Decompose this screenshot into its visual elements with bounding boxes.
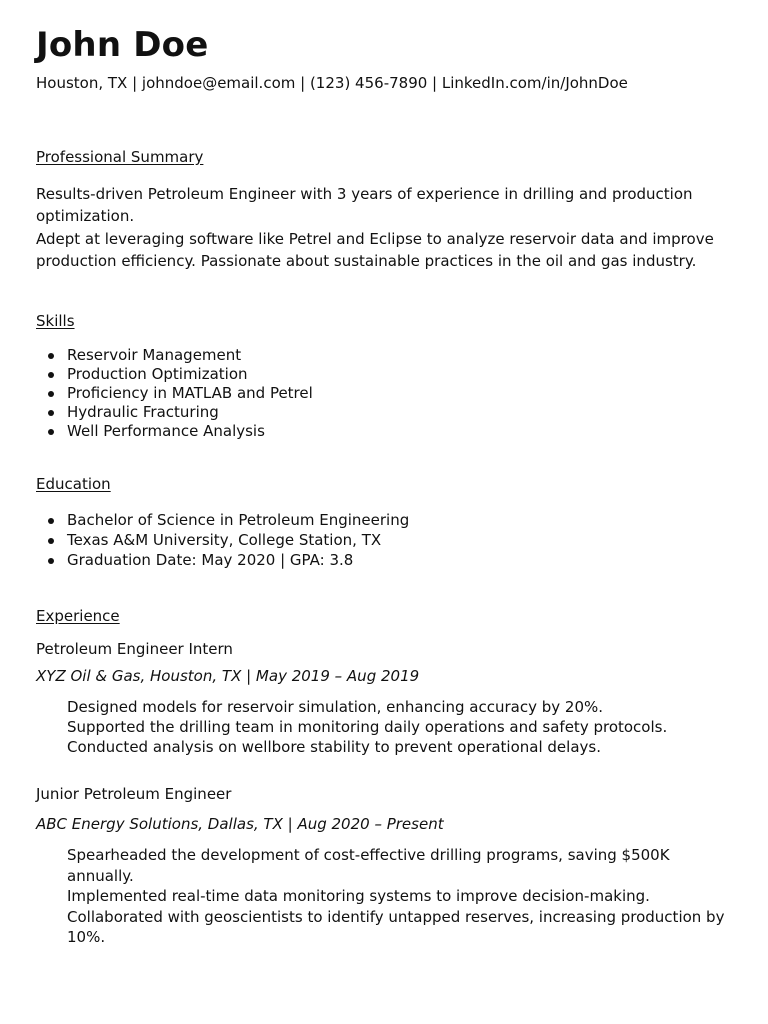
job-title: Petroleum Engineer Intern (36, 640, 233, 658)
skills-heading: Skills (36, 312, 75, 330)
skills-list (36, 346, 313, 441)
list-item: Reservoir Management (36, 346, 313, 365)
job-points (67, 845, 727, 948)
job-title: Junior Petroleum Engineer (36, 785, 232, 803)
list-item: Collaborated with geoscientists to identify untapped reserves, increasing production by 10%. (67, 907, 725, 946)
list-item: Designed models for reservoir simulation, enhancing accuracy by 20%. (67, 698, 604, 716)
summary-line-2: Adept at leveraging software like Petrel and Eclipse to analyze reservoir data and improve production efficiency. Passionate about sustainable practices in the oil and gas industry. (36, 230, 714, 270)
job-meta: ABC Energy Solutions, Dallas, TX | Aug 2020 – Present (36, 815, 444, 833)
experience-heading: Experience (36, 607, 120, 625)
list-item: Texas A&M University, College Station, TX (36, 530, 409, 550)
list-item: Proficiency in MATLAB and Petrel (36, 384, 313, 403)
summary-heading: Professional Summary (36, 148, 204, 166)
education-list (36, 510, 409, 570)
list-item: Implemented real-time data monitoring systems to improve decision-making. (67, 887, 650, 905)
list-item: Production Optimization (36, 365, 313, 384)
candidate-name: John Doe (36, 25, 209, 65)
job-points (67, 697, 727, 757)
list-item: Well Performance Analysis (36, 422, 313, 441)
list-item: Conducted analysis on wellbore stability to prevent operational delays. (67, 738, 601, 756)
education-heading: Education (36, 475, 111, 493)
list-item: Hydraulic Fracturing (36, 403, 313, 422)
list-item: Bachelor of Science in Petroleum Engineering (36, 510, 409, 530)
list-item: Graduation Date: May 2020 | GPA: 3.8 (36, 550, 409, 570)
list-item: Supported the drilling team in monitoring daily operations and safety protocols. (67, 718, 668, 736)
contact-line: Houston, TX | johndoe@email.com | (123) 456-7890 | LinkedIn.com/in/JohnDoe (36, 74, 628, 92)
job-meta: XYZ Oil & Gas, Houston, TX | May 2019 – Aug 2019 (36, 667, 420, 685)
list-item: Spearheaded the development of cost-effective drilling programs, saving $500K annually. (67, 846, 670, 885)
summary-line-1: Results-driven Petroleum Engineer with 3 years of experience in drilling and production optimization. (36, 185, 693, 225)
